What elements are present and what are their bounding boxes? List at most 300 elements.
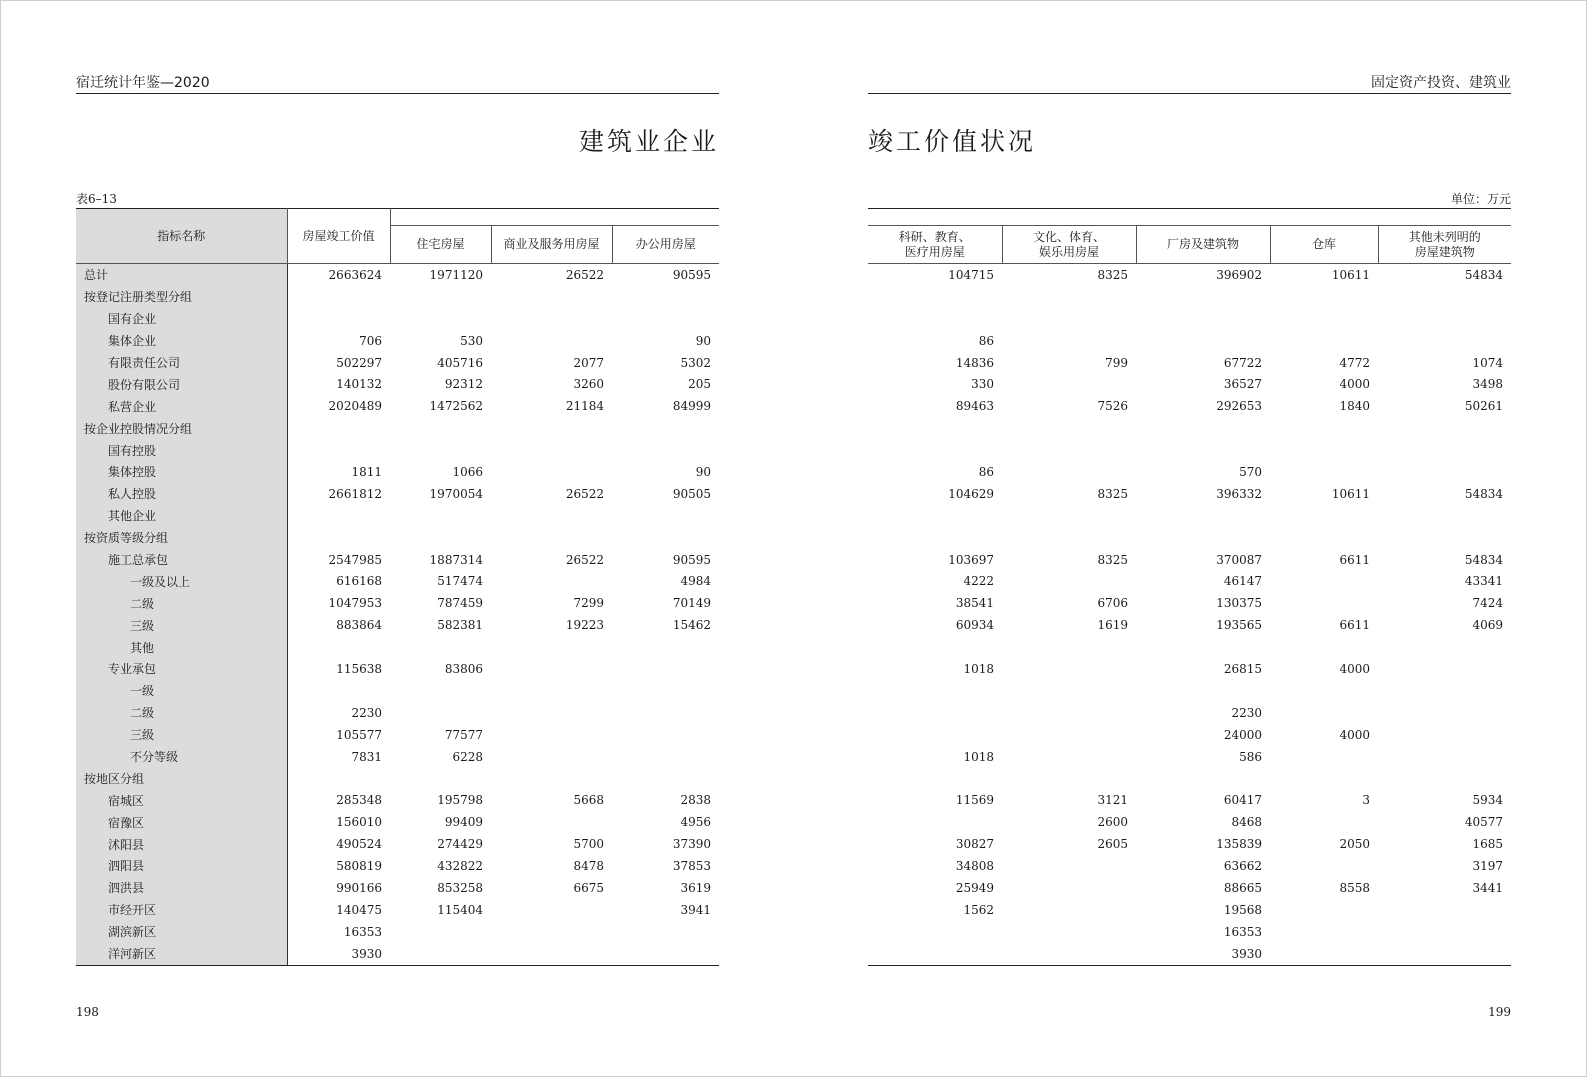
table-cell: 140475 (336, 902, 382, 917)
table-cell (390, 417, 491, 439)
table-cell: 274429 (437, 837, 483, 852)
table-cell: 63662 (1223, 858, 1262, 873)
table-cell (1002, 286, 1136, 308)
table-cell: 37390 (672, 837, 712, 852)
table-cell: 86 (978, 333, 994, 348)
table-cell: 92312 (444, 377, 483, 392)
table-cell (390, 527, 491, 549)
table-cell (390, 636, 491, 658)
table-cell: 135839 (1216, 837, 1262, 852)
table-cell (1002, 330, 1136, 352)
table-cell (868, 724, 1002, 746)
row-label: 市经开区 (76, 899, 287, 921)
table-cell: 140132 (336, 377, 382, 392)
table-cell (1136, 767, 1270, 789)
table-cell: 37853 (672, 858, 712, 873)
table-cell (1002, 417, 1136, 439)
table-cell: 19223 (565, 618, 604, 633)
table-row (76, 330, 719, 352)
table-cell (612, 943, 719, 965)
table-cell (1002, 702, 1136, 724)
table-cell: 21184 (565, 399, 604, 414)
table-cell: 570 (1239, 464, 1262, 479)
table-cell: 1562 (963, 902, 994, 917)
table-cell: 193565 (1216, 618, 1262, 633)
row-label: 国有企业 (76, 308, 287, 330)
table-row (76, 724, 719, 746)
table-cell (1270, 417, 1378, 439)
table-cell: 502297 (336, 355, 382, 370)
table-cell: 24000 (1223, 727, 1262, 742)
table-cell (491, 286, 612, 308)
table-cell: 50261 (1464, 399, 1503, 414)
table-row (76, 461, 719, 483)
table-row (868, 943, 1511, 965)
table-cell: 105577 (336, 727, 382, 742)
table-cell (868, 505, 1002, 527)
table-row (868, 789, 1511, 811)
header-right-col (1270, 226, 1378, 264)
table-cell: 7299 (573, 596, 604, 611)
table-cell: 90595 (672, 267, 712, 282)
table-row (76, 789, 719, 811)
table-cell: 1840 (1339, 399, 1370, 414)
row-label: 三级 (76, 724, 287, 746)
table-cell (1136, 308, 1270, 330)
table-cell: 3498 (1472, 377, 1503, 392)
table-row (868, 921, 1511, 943)
table-cell (1378, 767, 1511, 789)
table-row (868, 461, 1511, 483)
header-right-col (1002, 226, 1136, 264)
table-row (868, 395, 1511, 417)
table-cell: 3930 (287, 943, 390, 965)
table-row (76, 308, 719, 330)
table-cell (1002, 439, 1136, 461)
row-label: 其他企业 (76, 505, 287, 527)
table-cell (1378, 636, 1511, 658)
row-label: 股份有限公司 (76, 373, 287, 395)
unit-label: 单位：万元 (1450, 192, 1511, 206)
page-number-right: 199 (1488, 1005, 1511, 1019)
row-label: 集体控股 (76, 461, 287, 483)
table-cell (1378, 330, 1511, 352)
table-cell: 396902 (1216, 267, 1262, 282)
table-cell (287, 680, 390, 702)
table-cell (491, 943, 612, 965)
row-label: 总计 (76, 264, 287, 286)
table-row (76, 921, 719, 943)
table-cell: 1970054 (429, 486, 483, 501)
table-cell: 8468 (1231, 815, 1262, 830)
table-cell: 4000 (1339, 727, 1370, 742)
table-cell (1270, 527, 1378, 549)
table-cell (1002, 658, 1136, 680)
table-cell: 1018 (963, 661, 994, 676)
table-cell: 517474 (437, 574, 483, 589)
header-blank (390, 209, 719, 226)
row-label: 按地区分组 (76, 767, 287, 789)
table-cell: 2605 (1097, 837, 1128, 852)
table-row (868, 767, 1511, 789)
table-row (76, 549, 719, 571)
table-cell: 84999 (672, 399, 712, 414)
header-indicator-name: 指标名称 (76, 209, 287, 264)
table-cell: 1047953 (328, 596, 382, 611)
table-cell (868, 527, 1002, 549)
table-row (76, 439, 719, 461)
right-table-header (868, 209, 1511, 264)
table-cell: 582381 (437, 618, 483, 633)
header-line: 房屋建筑物 (1414, 244, 1475, 259)
table-cell: 4956 (680, 815, 712, 830)
row-label: 按企业控股情况分组 (76, 417, 287, 439)
table-cell (287, 417, 390, 439)
table-cell (1002, 943, 1136, 965)
table-row (76, 286, 719, 308)
table-cell (491, 658, 612, 680)
table-cell (1270, 943, 1378, 965)
table-cell (1002, 308, 1136, 330)
row-label: 二级 (76, 702, 287, 724)
table-cell: 40577 (1464, 815, 1503, 830)
table-cell: 90 (695, 333, 712, 348)
table-cell: 7831 (351, 749, 382, 764)
table-cell: 2020489 (328, 399, 382, 414)
table-cell: 5302 (680, 355, 712, 370)
table-cell (1002, 570, 1136, 592)
table-row (868, 833, 1511, 855)
table-cell (390, 439, 491, 461)
table-cell: 46147 (1223, 574, 1262, 589)
row-label: 一级及以上 (76, 570, 287, 592)
table-cell: 3197 (1472, 858, 1503, 873)
table-cell: 370087 (1216, 552, 1262, 567)
table-cell: 8325 (1097, 486, 1128, 501)
table-cell (1002, 921, 1136, 943)
row-label: 宿豫区 (76, 811, 287, 833)
table-cell: 3260 (573, 377, 604, 392)
table-cell (868, 702, 1002, 724)
table-cell: 853258 (437, 880, 483, 895)
table-cell: 60934 (955, 618, 994, 633)
table-cell: 6611 (1339, 618, 1370, 633)
table-cell (287, 308, 390, 330)
header-office: 办公用房屋 (612, 226, 719, 264)
table-cell (868, 943, 1002, 965)
table-cell (1378, 680, 1511, 702)
header-right-col (868, 226, 1002, 264)
table-cell (287, 439, 390, 461)
table-row (868, 592, 1511, 614)
table-row (868, 373, 1511, 395)
table-row (76, 899, 719, 921)
row-label: 沭阳县 (76, 833, 287, 855)
table-cell (1136, 330, 1270, 352)
table-cell: 70149 (672, 596, 712, 611)
table-cell: 10611 (1331, 486, 1370, 501)
table-cell: 1685 (1472, 837, 1503, 852)
table-cell: 54834 (1464, 486, 1503, 501)
row-label: 专业承包 (76, 658, 287, 680)
table-cell: 86 (978, 464, 994, 479)
header-rule (868, 93, 1511, 94)
table-cell: 990166 (336, 880, 382, 895)
page-number-left: 198 (76, 1005, 99, 1019)
table-cell (1136, 636, 1270, 658)
table-cell: 1472562 (429, 399, 483, 414)
table-cell: 1887314 (429, 552, 483, 567)
table-cell: 16353 (343, 924, 382, 939)
table-cell: 4984 (680, 574, 712, 589)
table-row (868, 505, 1511, 527)
left-page (76, 0, 719, 1077)
table-cell: 54834 (1464, 552, 1503, 567)
title-right: 竣工价值状况 (868, 127, 1037, 156)
header-line: 仓库 (1311, 237, 1336, 251)
table-row (868, 570, 1511, 592)
table-row (868, 286, 1511, 308)
row-label: 泗洪县 (76, 877, 287, 899)
table-cell (390, 505, 491, 527)
row-label: 泗阳县 (76, 855, 287, 877)
table-cell: 2230 (1231, 705, 1262, 720)
table-cell (491, 308, 612, 330)
table-cell: 77577 (444, 727, 483, 742)
table-cell: 3441 (1472, 880, 1503, 895)
row-label: 有限责任公司 (76, 352, 287, 374)
table-cell (1378, 286, 1511, 308)
table-row (76, 702, 719, 724)
table-cell: 8325 (1097, 552, 1128, 567)
table-cell (1270, 702, 1378, 724)
table-cell (612, 636, 719, 658)
table-row (76, 527, 719, 549)
table-cell (1136, 417, 1270, 439)
table-row (868, 724, 1511, 746)
table-cell (491, 921, 612, 943)
header-rule (76, 93, 719, 94)
table-cell: 6228 (452, 749, 483, 764)
table-cell (612, 767, 719, 789)
row-label: 三级 (76, 614, 287, 636)
table-cell: 60417 (1223, 793, 1262, 808)
table-cell (491, 724, 612, 746)
table-cell: 1971120 (429, 267, 483, 282)
table-cell: 7424 (1472, 596, 1503, 611)
table-cell: 6611 (1339, 552, 1370, 567)
table-cell (868, 921, 1002, 943)
table-cell: 4222 (963, 574, 994, 589)
table-row (76, 877, 719, 899)
table-cell: 1619 (1097, 618, 1128, 633)
table-cell: 586 (1239, 749, 1262, 764)
table-cell: 30827 (955, 837, 994, 852)
table-row (868, 439, 1511, 461)
table-cell (491, 461, 612, 483)
table-cell: 88665 (1223, 880, 1262, 895)
table-cell: 3930 (1136, 943, 1270, 965)
table-cell: 5934 (1472, 793, 1503, 808)
table-cell: 1811 (351, 464, 382, 479)
table-cell: 103697 (948, 552, 994, 567)
table-cell (868, 636, 1002, 658)
table-cell (1136, 505, 1270, 527)
table-cell (1270, 330, 1378, 352)
table-cell: 2838 (680, 793, 712, 808)
book-title: 宿迁统计年鉴—2020 (76, 75, 210, 91)
right-page (868, 0, 1511, 1077)
row-label: 一级 (76, 680, 287, 702)
table-cell (390, 702, 491, 724)
header-residential: 住宅房屋 (390, 226, 491, 264)
table-cell (491, 746, 612, 768)
table-cell (1002, 877, 1136, 899)
table-cell (1378, 899, 1511, 921)
table-cell (491, 417, 612, 439)
table-cell: 3941 (680, 902, 712, 917)
table-cell: 83806 (444, 661, 483, 676)
table-cell: 3619 (680, 880, 712, 895)
row-label: 按登记注册类型分组 (76, 286, 287, 308)
table-cell: 14836 (955, 355, 994, 370)
table-cell (1270, 921, 1378, 943)
table-cell (612, 505, 719, 527)
row-label: 按资质等级分组 (76, 527, 287, 549)
table-cell (1002, 724, 1136, 746)
header-line: 科研、教育、 (898, 229, 971, 244)
table-cell (1378, 702, 1511, 724)
table-cell (1270, 811, 1378, 833)
table-cell: 67722 (1223, 355, 1262, 370)
table-row (868, 702, 1511, 724)
table-cell (287, 767, 390, 789)
table-cell: 16353 (1223, 924, 1262, 939)
table-cell (1378, 943, 1511, 965)
table-row (868, 549, 1511, 571)
table-cell: 11569 (955, 793, 994, 808)
table-cell (1270, 461, 1378, 483)
table-cell: 26815 (1223, 661, 1262, 676)
table-cell (1002, 680, 1136, 702)
table-row (76, 943, 719, 965)
table-cell (491, 702, 612, 724)
table-row (868, 417, 1511, 439)
table-row (868, 877, 1511, 899)
table-cell (1136, 527, 1270, 549)
row-label: 集体企业 (76, 330, 287, 352)
table-cell (868, 286, 1002, 308)
table-row (868, 330, 1511, 352)
table-cell (1270, 592, 1378, 614)
table-cell (612, 680, 719, 702)
table-cell (491, 439, 612, 461)
table-cell: 5668 (573, 793, 604, 808)
table-cell: 2547985 (328, 552, 382, 567)
table-cell (1270, 855, 1378, 877)
table-row (76, 658, 719, 680)
table-cell: 104715 (948, 267, 994, 282)
table-cell (1002, 767, 1136, 789)
table-cell (1378, 724, 1511, 746)
table-row (868, 264, 1511, 286)
table-cell (491, 680, 612, 702)
header-line: 其他未列明的 (1408, 229, 1481, 244)
table-cell (491, 527, 612, 549)
table-cell: 7526 (1097, 399, 1128, 414)
table-cell: 396332 (1216, 486, 1262, 501)
table-row (76, 373, 719, 395)
table-cell (1002, 527, 1136, 549)
table-cell (1002, 899, 1136, 921)
table-cell (1270, 439, 1378, 461)
table-cell (1378, 417, 1511, 439)
table-row (76, 855, 719, 877)
table-cell (612, 746, 719, 768)
table-row (76, 833, 719, 855)
table-cell: 706 (359, 333, 382, 348)
table-cell: 130375 (1216, 596, 1262, 611)
table-cell (612, 286, 719, 308)
table-cell (1002, 373, 1136, 395)
table-cell (612, 724, 719, 746)
table-cell: 580819 (336, 858, 382, 873)
table-row (76, 592, 719, 614)
table-cell (1378, 921, 1511, 943)
table-cell (1270, 308, 1378, 330)
table-cell: 883864 (336, 618, 382, 633)
table-cell: 195798 (437, 793, 483, 808)
table-cell (612, 658, 719, 680)
table-cell (1378, 308, 1511, 330)
table-cell (390, 943, 491, 965)
table-row (76, 505, 719, 527)
table-cell: 104629 (948, 486, 994, 501)
table-cell: 115404 (437, 902, 483, 917)
table-cell (1378, 527, 1511, 549)
table-cell: 4000 (1339, 661, 1370, 676)
table-cell (1002, 636, 1136, 658)
table-cell: 2661812 (328, 486, 382, 501)
right-table (868, 208, 1511, 966)
table-cell: 3121 (1097, 793, 1128, 808)
header-total-value: 房屋竣工价值 (287, 209, 390, 264)
table-cell (868, 439, 1002, 461)
chapter-title: 固定资产投资、建筑业 (1371, 75, 1511, 91)
table-cell: 4069 (1472, 618, 1503, 633)
table-cell (287, 286, 390, 308)
table-cell (612, 308, 719, 330)
table-cell (1270, 505, 1378, 527)
table-cell: 799 (1105, 355, 1128, 370)
table-cell: 38541 (955, 596, 994, 611)
table-number: 表6–13 (76, 192, 117, 206)
table-cell: 34808 (955, 858, 994, 873)
table-cell (868, 308, 1002, 330)
table-cell (390, 921, 491, 943)
title-left: 建筑业企业 (578, 127, 719, 156)
table-cell (491, 505, 612, 527)
table-cell (1002, 505, 1136, 527)
table-cell (390, 286, 491, 308)
row-label: 私营企业 (76, 395, 287, 417)
table-row (76, 614, 719, 636)
table-cell (491, 570, 612, 592)
header-line: 娱乐用房屋 (1038, 244, 1099, 259)
table-row (868, 658, 1511, 680)
table-cell (612, 417, 719, 439)
table-cell (390, 308, 491, 330)
